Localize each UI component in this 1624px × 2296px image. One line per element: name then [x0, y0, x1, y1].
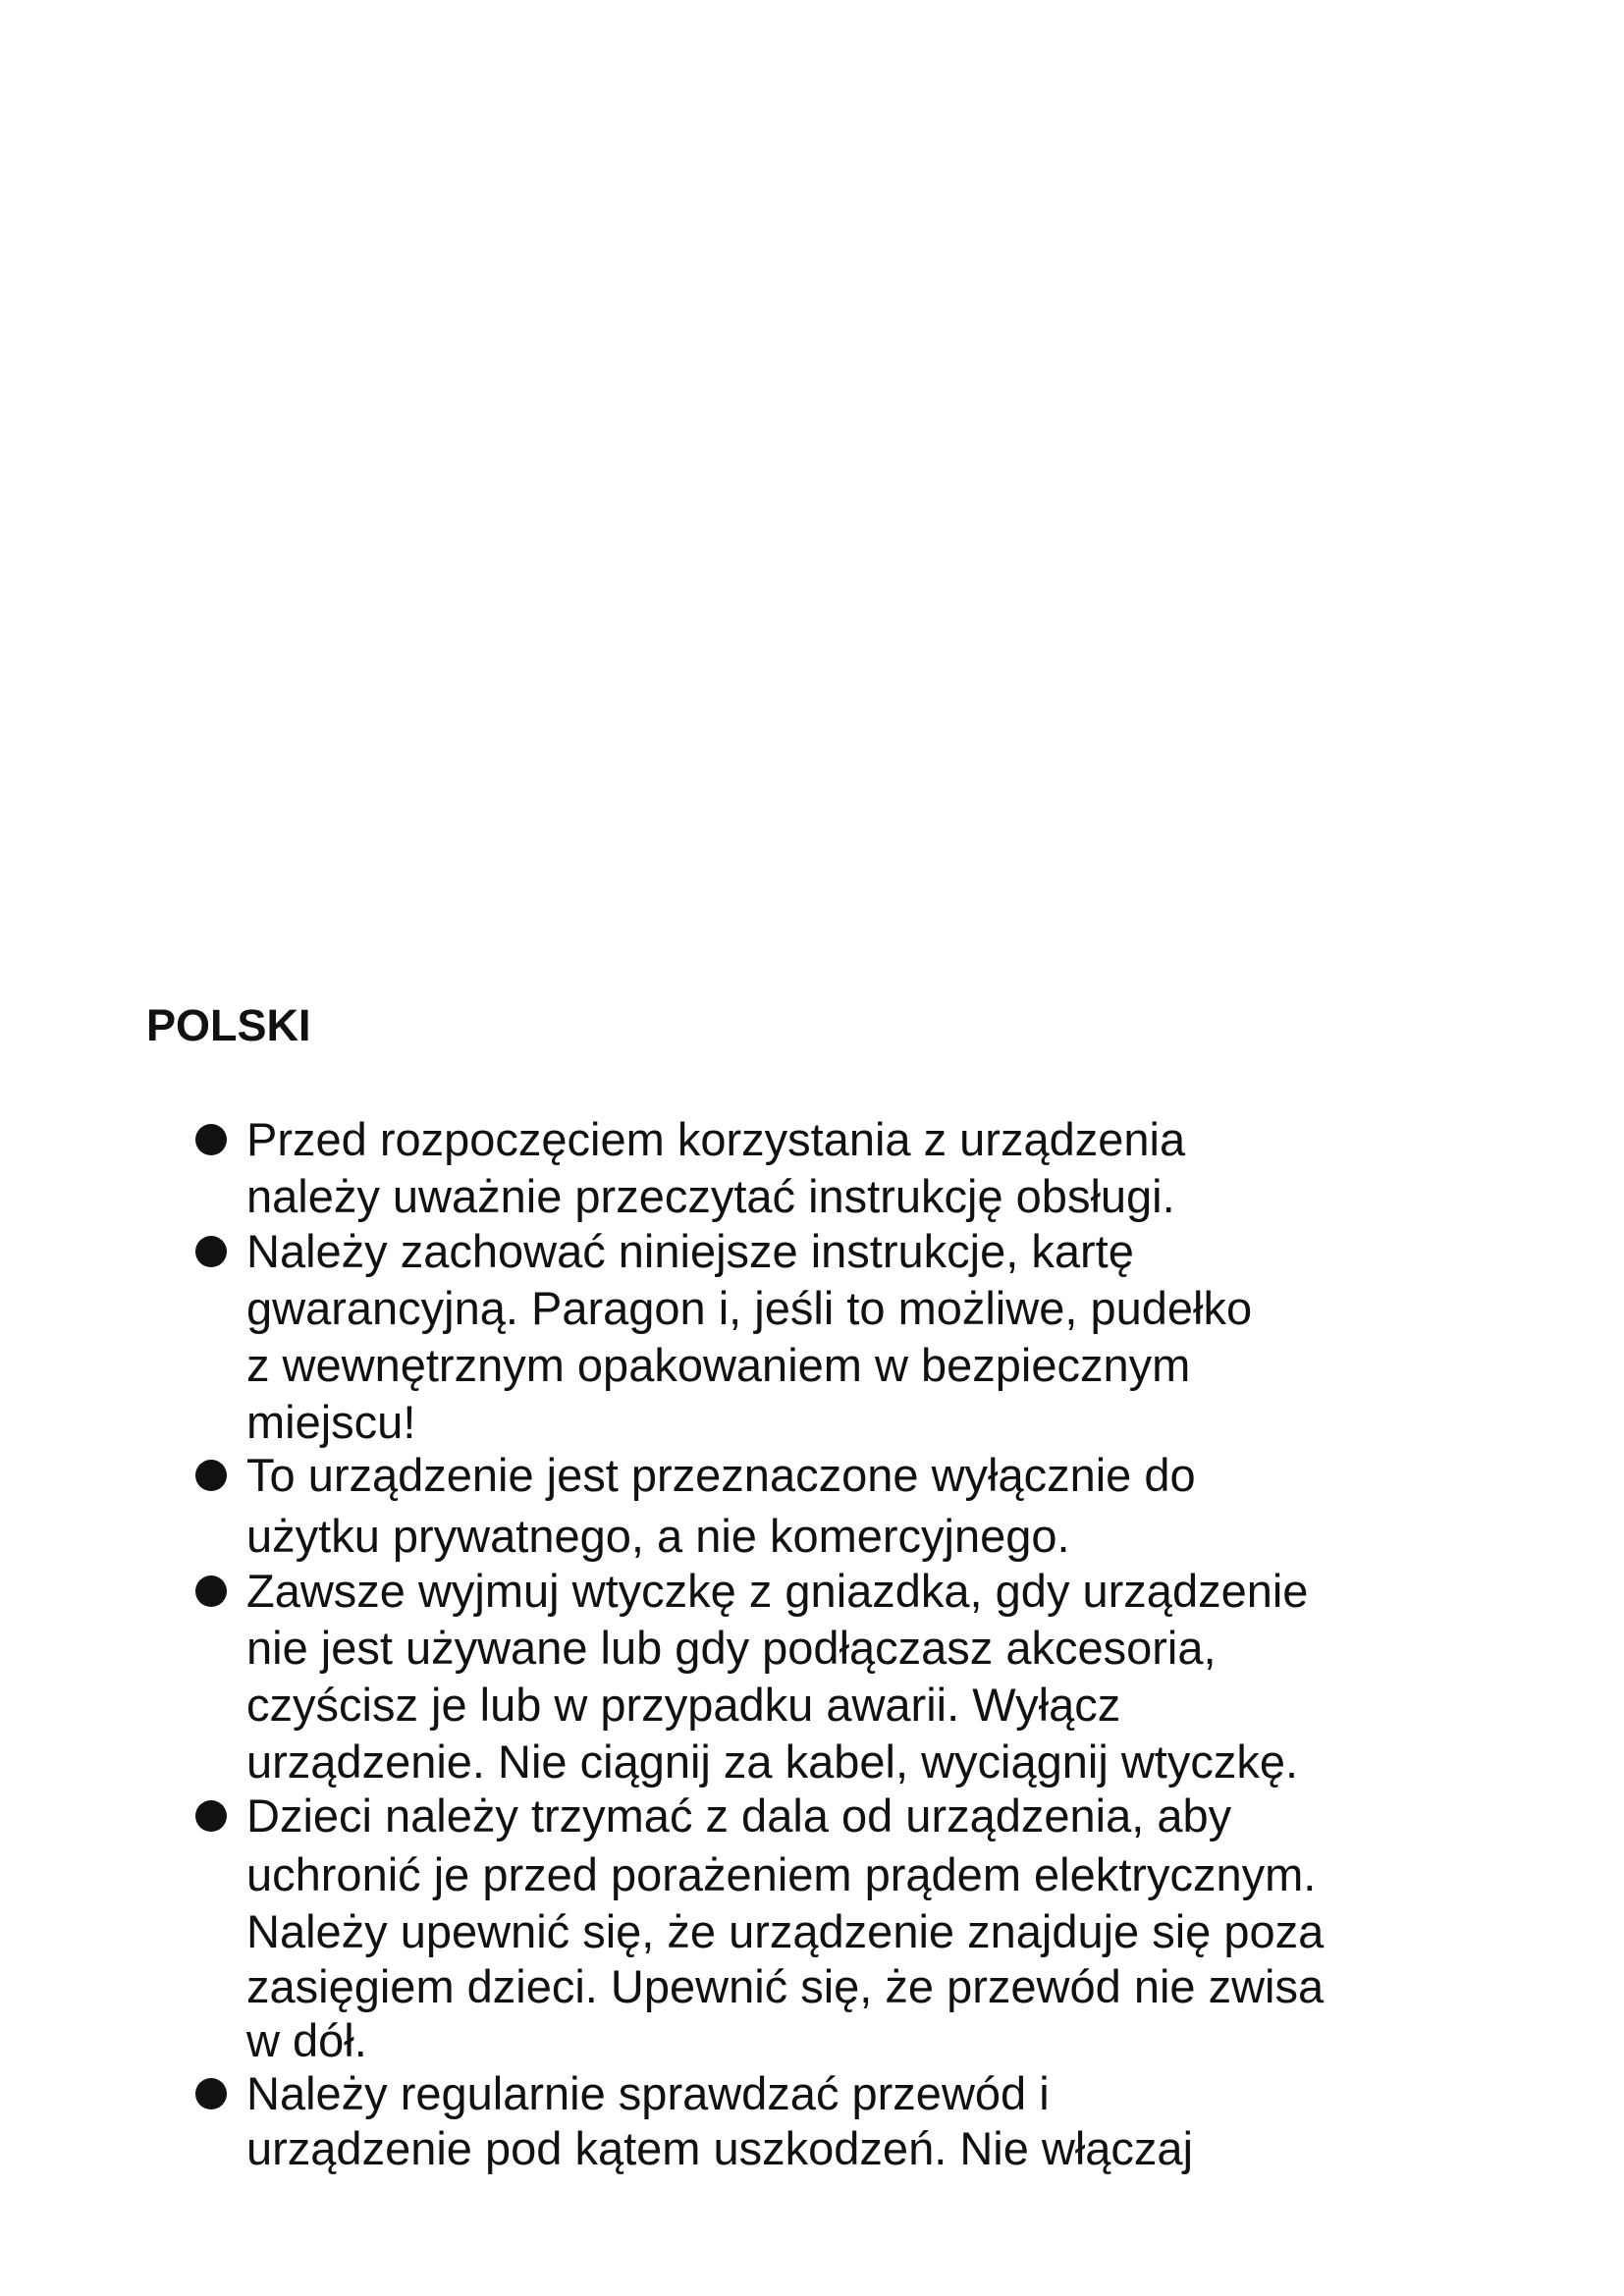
bullet-1-line-1: Przed rozpoczęciem korzystania z urządzenia: [246, 1113, 1186, 1165]
bullet-dot: [195, 1124, 227, 1155]
bullet-dot: [195, 1575, 227, 1607]
bullet-3-line-1: To urządzenie jest przeznaczone wyłącznie do: [246, 1449, 1196, 1501]
bullet-2-line-1: Należy zachować niniejsze instrukcje, kartę: [246, 1225, 1134, 1277]
bullet-1-line-2: należy uważnie przeczytać instrukcję obsługi.: [246, 1170, 1175, 1222]
bullet-dot: [195, 1460, 227, 1491]
bullet-4-line-1: Zawsze wyjmuj wtyczkę z gniazdka, gdy urządzenie: [246, 1565, 1309, 1617]
bullet-2-line-3: z wewnętrznym opakowaniem w bezpiecznym: [246, 1339, 1191, 1391]
language-heading: POLSKI: [146, 1000, 311, 1050]
bullet-5-line-1: Dzieci należy trzymać z dala od urządzenia, aby: [246, 1789, 1232, 1842]
bullet-5-line-5: w dół.: [246, 2014, 367, 2066]
bullet-5-line-4: zasięgiem dzieci. Upewnić się, że przewód nie zwisa: [246, 1960, 1325, 2012]
bullet-5-line-3: Należy upewnić się, że urządzenie znajduje się poza: [246, 1905, 1325, 1957]
bullet-dot: [195, 1236, 227, 1267]
bullet-4-line-2: nie jest używane lub gdy podłączasz akcesoria,: [246, 1622, 1217, 1674]
bullet-4-line-4: urządzenie. Nie ciągnij za kabel, wyciągnij wtyczkę.: [246, 1735, 1299, 1788]
bullet-5-line-2: uchronić je przed porażeniem prądem elektrycznym.: [246, 1848, 1317, 1900]
bullet-6-line-2: urządzenie pod kątem uszkodzeń. Nie włączaj: [246, 2122, 1194, 2174]
bullet-2-line-2: gwarancyjną. Paragon i, jeśli to możliwe, pudełko: [246, 1282, 1253, 1334]
bullet-dot: [195, 2078, 227, 2109]
bullet-2-line-4: miejscu!: [246, 1396, 416, 1448]
bullet-6-line-1: Należy regularnie sprawdzać przewód i: [246, 2067, 1050, 2119]
bullet-dot: [195, 1800, 227, 1832]
bullet-4-line-3: czyścisz je lub w przypadku awarii. Wyłącz: [246, 1679, 1121, 1731]
bullet-3-line-2: użytku prywatnego, a nie komercyjnego.: [246, 1510, 1070, 1562]
